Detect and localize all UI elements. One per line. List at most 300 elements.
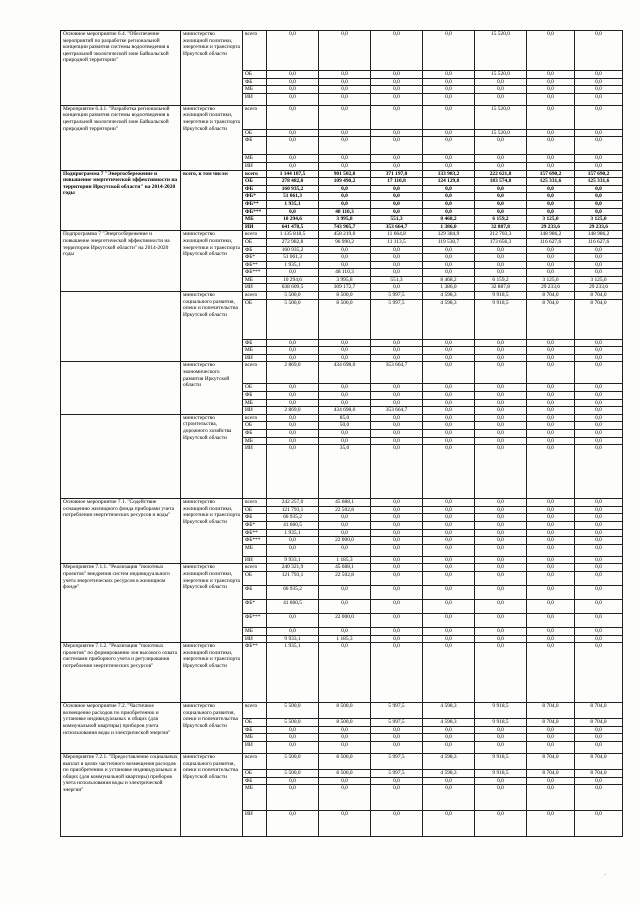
value-cell: 0,0 (319, 384, 371, 392)
funding-source-cell: ФБ* (243, 254, 267, 262)
value-cell: 8 500,0 (319, 292, 371, 300)
value-cell: 0,0 (527, 556, 575, 564)
value-cell: 0,0 (267, 734, 319, 742)
value-cell: 0,0 (475, 200, 527, 208)
value-cell: 0,0 (371, 726, 423, 734)
value-cell: 109 490,2 (319, 178, 371, 186)
value-cell: 434 698,0 (319, 407, 371, 415)
value-cell: 0,0 (527, 185, 575, 193)
funding-source-cell: всего (243, 105, 267, 129)
value-cell: 0,0 (319, 777, 371, 785)
value-cell: 0,0 (527, 437, 575, 445)
value-cell: 0,0 (319, 734, 371, 742)
funding-source-cell: МБ (243, 347, 267, 355)
value-cell: 0,0 (371, 430, 423, 438)
value-cell: 0,0 (575, 185, 623, 193)
value-cell: 0,0 (267, 105, 319, 129)
value-cell: 0,0 (475, 643, 527, 703)
value-cell: 0,0 (319, 627, 371, 635)
value-cell: 0,0 (267, 414, 319, 422)
funding-source-cell: МБ (243, 155, 267, 163)
value-cell: 272 982,8 (267, 238, 319, 246)
value-cell: 148 986,2 (575, 231, 623, 239)
value-cell: 0,0 (475, 407, 527, 415)
value-cell: 1 185,3 (319, 635, 371, 643)
value-cell: 0,0 (527, 86, 575, 94)
value-cell: 9 918,5 (475, 769, 527, 777)
value-cell: 0,0 (423, 261, 475, 269)
funding-source-cell: ИИ (243, 354, 267, 362)
funding-source-cell: всего (243, 231, 267, 239)
value-cell: 0,0 (475, 430, 527, 438)
value-cell: 0,0 (527, 339, 575, 347)
value-cell: 0,0 (319, 129, 371, 137)
value-cell: 0,0 (423, 362, 475, 384)
value-cell: 3 125,0 (575, 216, 623, 224)
value-cell: 9 918,5 (475, 719, 527, 727)
value-cell: 0,0 (319, 246, 371, 254)
value-cell: 85,0 (319, 414, 371, 422)
value-cell: 0,0 (475, 437, 527, 445)
funding-source-cell: ИИ (243, 635, 267, 643)
value-cell: 0,0 (423, 521, 475, 529)
value-cell: 0,0 (475, 544, 527, 556)
funding-source-cell: МБ (243, 399, 267, 407)
value-cell: 0,0 (575, 741, 623, 753)
value-cell: 0,0 (575, 613, 623, 627)
value-cell: 0,0 (267, 811, 319, 837)
value-cell: 0,0 (475, 585, 527, 599)
table-row (61, 499, 623, 507)
value-cell: 0,0 (527, 347, 575, 355)
value-cell: 0,0 (371, 414, 423, 422)
value-cell: 0,0 (423, 777, 475, 785)
value-cell: 0,0 (371, 155, 423, 163)
value-cell: 0,0 (423, 811, 475, 837)
value-cell: 0,0 (527, 811, 575, 837)
value-cell: 5 997,5 (371, 292, 423, 300)
value-cell: 0,0 (371, 741, 423, 753)
value-cell: 8 500,0 (319, 719, 371, 727)
value-cell: 0,0 (423, 384, 475, 392)
value-cell: 0,0 (371, 392, 423, 400)
value-cell: 0,0 (575, 445, 623, 499)
value-cell: 0,0 (527, 544, 575, 556)
value-cell: 5 500,0 (267, 753, 319, 769)
value-cell: 160 935,2 (267, 246, 319, 254)
value-cell: 9 918,5 (475, 753, 527, 769)
value-cell: 0,0 (423, 339, 475, 347)
value-cell: 0,0 (267, 347, 319, 355)
value-cell: 0,0 (575, 362, 623, 384)
funding-source-cell: всего (243, 414, 267, 422)
value-cell: 0,0 (423, 254, 475, 262)
value-cell: 4 598,3 (423, 292, 475, 300)
value-cell: 0,0 (267, 777, 319, 785)
value-cell: 0,0 (423, 734, 475, 742)
value-cell: 0,0 (475, 726, 527, 734)
value-cell: 0,0 (423, 785, 475, 811)
value-cell: 0,0 (319, 71, 371, 79)
value-cell: 0,0 (475, 185, 527, 193)
value-cell: 125 331,6 (575, 178, 623, 186)
value-cell: 0,0 (423, 162, 475, 170)
value-cell: 0,0 (527, 422, 575, 430)
value-cell: 0,0 (575, 407, 623, 415)
value-cell: 0,0 (267, 392, 319, 400)
executor-cell: министерство жилищной политики, энергетики и транспорта Иркутской области (181, 105, 243, 170)
value-cell: 0,0 (423, 571, 475, 585)
funding-source-cell: всего (243, 292, 267, 300)
value-cell: 0,0 (319, 254, 371, 262)
value-cell: 5 500,0 (267, 292, 319, 300)
value-cell: 0,0 (527, 613, 575, 627)
funding-source-cell: ФБ*** (243, 208, 267, 216)
value-cell: 0,0 (423, 599, 475, 613)
value-cell: 0,0 (371, 284, 423, 292)
value-cell: 15 520,0 (475, 105, 527, 129)
value-cell: 9 933,1 (267, 635, 319, 643)
value-cell: 0,0 (371, 445, 423, 499)
value-cell: 1 144 187,5 (267, 170, 319, 178)
value-cell: 5 500,0 (267, 769, 319, 777)
table-row (61, 31, 623, 71)
value-cell: 0,0 (319, 137, 371, 155)
value-cell: 4 598,3 (423, 299, 475, 339)
value-cell: 0,0 (575, 93, 623, 105)
value-cell: 8 468,2 (423, 276, 475, 284)
value-cell: 51 061,3 (267, 193, 319, 201)
value-cell: 0,0 (371, 269, 423, 277)
program-title-cell (61, 362, 181, 414)
value-cell: 743 905,7 (319, 223, 371, 231)
table-row (61, 414, 623, 422)
value-cell: 0,0 (267, 208, 319, 216)
executor-cell: министерство жилищной политики, энергетики и транспорта Иркутской области (181, 231, 243, 292)
value-cell: 29 233,6 (527, 284, 575, 292)
value-cell: 11 113,5 (371, 238, 423, 246)
value-cell: 0,0 (371, 529, 423, 537)
value-cell: 0,0 (319, 105, 371, 129)
value-cell: 0,0 (423, 71, 475, 79)
value-cell: 0,0 (371, 162, 423, 170)
value-cell: 8 500,0 (319, 703, 371, 719)
value-cell: 0,0 (371, 544, 423, 556)
value-cell: 0,0 (371, 31, 423, 71)
value-cell: 8 704,0 (575, 753, 623, 769)
value-cell: 45 688,1 (319, 564, 371, 572)
value-cell: 0,0 (575, 208, 623, 216)
value-cell: 22 000,0 (319, 537, 371, 545)
value-cell: 551,3 (371, 276, 423, 284)
value-cell: 0,0 (475, 445, 527, 499)
value-cell: 8 704,0 (575, 703, 623, 719)
value-cell: 41 660,5 (267, 599, 319, 613)
value-cell: 0,0 (527, 726, 575, 734)
funding-source-cell: ФБ*** (243, 613, 267, 627)
funding-source-cell: МБ (243, 86, 267, 94)
value-cell: 8 704,0 (527, 299, 575, 339)
value-cell: 0,0 (575, 347, 623, 355)
value-cell: 29 233,6 (527, 223, 575, 231)
value-cell: 0,0 (371, 627, 423, 635)
value-cell: 0,0 (423, 613, 475, 627)
value-cell: 0,0 (319, 599, 371, 613)
value-cell: 0,0 (575, 726, 623, 734)
value-cell: 0,0 (575, 437, 623, 445)
value-cell: 0,0 (319, 811, 371, 837)
value-cell: 0,0 (423, 430, 475, 438)
value-cell: 0,0 (371, 86, 423, 94)
table-row (61, 292, 623, 300)
value-cell: 8 704,0 (575, 299, 623, 339)
value-cell: 0,0 (527, 506, 575, 514)
value-cell: 10 294,6 (267, 276, 319, 284)
value-cell: 29 233,6 (575, 284, 623, 292)
value-cell: 0,0 (371, 129, 423, 137)
value-cell: 0,0 (319, 544, 371, 556)
value-cell: 0,0 (319, 162, 371, 170)
value-cell: 0,0 (423, 506, 475, 514)
value-cell: 0,0 (475, 269, 527, 277)
value-cell: 0,0 (475, 162, 527, 170)
value-cell: 1 185,3 (319, 556, 371, 564)
value-cell: 0,0 (319, 93, 371, 105)
value-cell: 0,0 (527, 137, 575, 155)
value-cell: 148 986,2 (527, 231, 575, 239)
value-cell: 0,0 (575, 734, 623, 742)
value-cell: 0,0 (319, 514, 371, 522)
table-row (61, 105, 623, 129)
program-title-cell: Основное мероприятие 7.2. "Частичное возмещение расходов по приобретению и установке индивидуальных и общих (для коммунальной квартиры) приборов учета использования воды и электрической энергии" (61, 703, 181, 754)
value-cell: 0,0 (475, 627, 527, 635)
value-cell: 4 598,3 (423, 769, 475, 777)
value-cell: 0,0 (475, 354, 527, 362)
value-cell: 0,0 (423, 78, 475, 86)
value-cell: 240 321,9 (267, 564, 319, 572)
value-cell: 0,0 (527, 777, 575, 785)
value-cell: 0,0 (527, 627, 575, 635)
value-cell: 0,0 (575, 392, 623, 400)
value-cell: 17 110,8 (371, 178, 423, 186)
value-cell: 0,0 (371, 93, 423, 105)
value-cell: 5 997,5 (371, 703, 423, 719)
value-cell: 0,0 (423, 635, 475, 643)
value-cell: 0,0 (371, 811, 423, 837)
funding-source-cell: ОБ (243, 299, 267, 339)
value-cell: 0,0 (319, 347, 371, 355)
value-cell: 0,0 (527, 499, 575, 507)
value-cell: 0,0 (575, 635, 623, 643)
funding-source-cell: ФБ (243, 392, 267, 400)
value-cell: 0,0 (475, 261, 527, 269)
funding-source-cell: МБ (243, 734, 267, 742)
funding-source-cell: ФБ* (243, 599, 267, 613)
value-cell: 0,0 (475, 514, 527, 522)
value-cell: 0,0 (423, 499, 475, 507)
value-cell: 0,0 (527, 529, 575, 537)
funding-source-cell: ФБ (243, 430, 267, 438)
value-cell: 0,0 (423, 585, 475, 599)
funding-source-cell: ФБ** (243, 643, 267, 703)
value-cell: 0,0 (475, 422, 527, 430)
value-cell: 0,0 (527, 514, 575, 522)
value-cell: 0,0 (475, 506, 527, 514)
funding-source-cell: всего (243, 170, 267, 178)
value-cell: 0,0 (371, 571, 423, 585)
executor-cell: министерство экономического развития Иркутской области (181, 362, 243, 414)
value-cell: 0,0 (575, 514, 623, 522)
executor-cell: всего, в том числе: (181, 170, 243, 231)
value-cell: 0,0 (527, 254, 575, 262)
value-cell: 0,0 (575, 544, 623, 556)
value-cell: 0,0 (423, 347, 475, 355)
value-cell: 0,0 (527, 407, 575, 415)
value-cell: 0,0 (423, 627, 475, 635)
value-cell: 0,0 (575, 585, 623, 599)
value-cell: 638 609,5 (267, 284, 319, 292)
value-cell: 8 704,0 (527, 719, 575, 727)
funding-source-cell: ФБ (243, 137, 267, 155)
value-cell: 0,0 (423, 354, 475, 362)
value-cell: 0,0 (423, 31, 475, 71)
value-cell: 0,0 (527, 521, 575, 529)
value-cell: 0,0 (267, 384, 319, 392)
value-cell: 0,0 (423, 445, 475, 499)
funding-source-cell: ФБ (243, 339, 267, 347)
value-cell: 8 468,2 (423, 216, 475, 224)
value-cell: 0,0 (423, 741, 475, 753)
executor-cell: министерство социального развития, опеки и попечительства Иркутской области (181, 703, 243, 754)
value-cell: 8 500,0 (319, 769, 371, 777)
program-title-cell: Основное мероприятие 6.4. "Обеспечение мероприятий по разработке региональной концепции развития системы водоотведения в центральной экологической зоне Байкальской природной территории" (61, 31, 181, 106)
value-cell: 183 574,8 (475, 178, 527, 186)
value-cell: 0,0 (423, 155, 475, 163)
value-cell: 0,0 (423, 392, 475, 400)
value-cell: 0,0 (475, 399, 527, 407)
value-cell: 0,0 (527, 162, 575, 170)
value-cell: 8 704,0 (527, 292, 575, 300)
value-cell: 242 257,0 (267, 499, 319, 507)
funding-source-cell: ИИ (243, 811, 267, 837)
value-cell: 0,0 (371, 78, 423, 86)
value-cell: 4 598,3 (423, 719, 475, 727)
value-cell: 0,0 (475, 155, 527, 163)
value-cell: 0,0 (575, 399, 623, 407)
funding-source-cell: ФБ (243, 78, 267, 86)
value-cell: 0,0 (575, 246, 623, 254)
value-cell: 8 500,0 (319, 753, 371, 769)
value-cell: 15 520,0 (475, 129, 527, 137)
value-cell: 3 125,0 (527, 276, 575, 284)
value-cell: 50,0 (319, 422, 371, 430)
value-cell: 0,0 (475, 599, 527, 613)
funding-source-cell: ФБ (243, 585, 267, 599)
value-cell: 0,0 (575, 777, 623, 785)
value-cell: 0,0 (423, 437, 475, 445)
value-cell: 8 704,0 (575, 769, 623, 777)
value-cell: 353 664,7 (371, 362, 423, 384)
value-cell: 0,0 (371, 246, 423, 254)
value-cell: 0,0 (423, 514, 475, 522)
value-cell: 0,0 (575, 529, 623, 537)
value-cell: 0,0 (371, 777, 423, 785)
funding-source-cell: ФБ (243, 246, 267, 254)
value-cell: 0,0 (423, 556, 475, 564)
value-cell: 5 997,5 (371, 719, 423, 727)
value-cell: 0,0 (371, 422, 423, 430)
value-cell: 0,0 (527, 261, 575, 269)
value-cell: 371 197,0 (371, 170, 423, 178)
value-cell: 41 660,5 (267, 521, 319, 529)
value-cell: 4 598,3 (423, 753, 475, 769)
value-cell: 0,0 (371, 564, 423, 572)
value-cell: 0,0 (319, 643, 371, 703)
value-cell: 0,0 (527, 430, 575, 438)
funding-source-cell: ИИ (243, 93, 267, 105)
value-cell: 0,0 (475, 537, 527, 545)
value-cell: 66 935,2 (267, 514, 319, 522)
value-cell: 0,0 (371, 643, 423, 703)
value-cell: 0,0 (527, 445, 575, 499)
value-cell: 0,0 (475, 521, 527, 529)
table-row (61, 231, 623, 239)
value-cell: 1 386,0 (423, 223, 475, 231)
value-cell: 0,0 (319, 193, 371, 201)
value-cell: 0,0 (267, 537, 319, 545)
value-cell: 0,0 (527, 585, 575, 599)
value-cell: 0,0 (575, 129, 623, 137)
value-cell: 0,0 (475, 93, 527, 105)
value-cell: 0,0 (575, 254, 623, 262)
value-cell: 0,0 (319, 430, 371, 438)
funding-source-cell: ФБ*** (243, 269, 267, 277)
value-cell: 8 704,0 (527, 703, 575, 719)
value-cell: 8 704,0 (527, 753, 575, 769)
value-cell: 0,0 (575, 384, 623, 392)
value-cell: 0,0 (371, 734, 423, 742)
value-cell: 0,0 (575, 422, 623, 430)
value-cell: 0,0 (319, 785, 371, 811)
executor-cell: министерство жилищной политики, энергетики и транспорта Иркутской области (181, 564, 243, 643)
value-cell: 32 887,8 (475, 284, 527, 292)
value-cell: 0,0 (527, 362, 575, 384)
funding-source-cell: всего (243, 499, 267, 507)
program-title-cell: Мероприятие 7.1.1. "Реализация "пилотных проектов" внедрения систем индивидуального учета энергетических ресурсов в жилищном фонде" (61, 564, 181, 643)
value-cell: 0,0 (371, 354, 423, 362)
value-cell: 0,0 (371, 261, 423, 269)
value-cell: 5 997,5 (371, 299, 423, 339)
value-cell: 1 135 818,5 (267, 231, 319, 239)
value-cell: 353 664,7 (371, 407, 423, 415)
value-cell: 0,0 (423, 537, 475, 545)
value-cell: 0,0 (575, 643, 623, 703)
value-cell: 0,0 (575, 506, 623, 514)
value-cell: 0,0 (475, 246, 527, 254)
value-cell: 0,0 (475, 347, 527, 355)
value-cell: 0,0 (575, 521, 623, 529)
value-cell: 1 935,1 (267, 261, 319, 269)
value-cell: 0,0 (423, 422, 475, 430)
value-cell: 0,0 (267, 741, 319, 753)
value-cell: 0,0 (575, 261, 623, 269)
value-cell: 0,0 (267, 445, 319, 499)
value-cell: 0,0 (267, 71, 319, 79)
value-cell: 5 997,5 (371, 753, 423, 769)
value-cell: 0,0 (527, 599, 575, 613)
value-cell: 0,0 (475, 384, 527, 392)
value-cell: 0,0 (575, 31, 623, 71)
